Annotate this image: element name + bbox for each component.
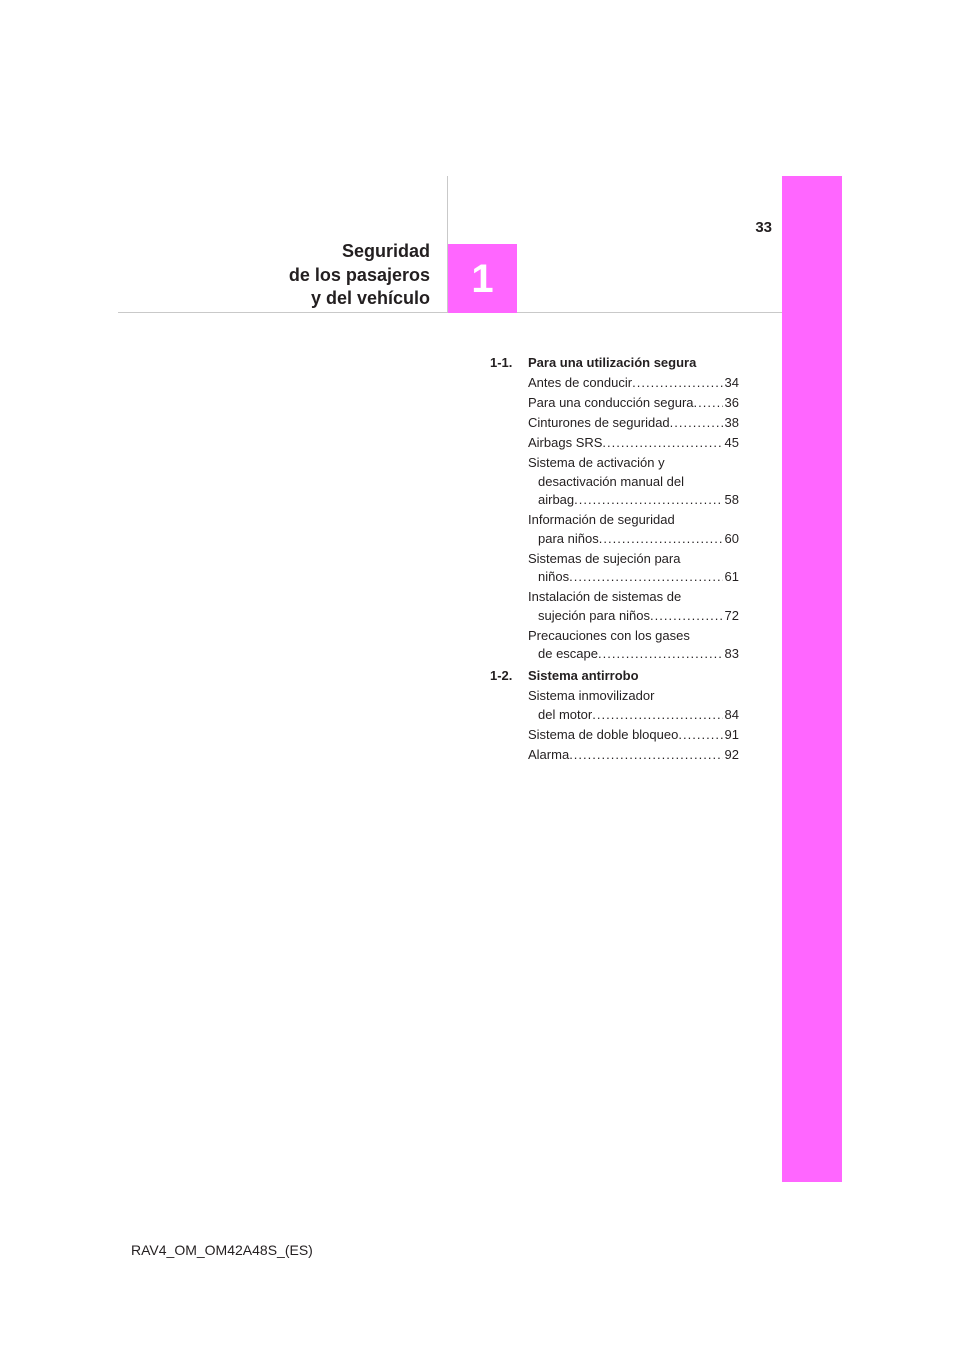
- toc-leader-dots: [670, 414, 723, 433]
- toc-entry[interactable]: [490, 726, 739, 745]
- toc-entry-text: sujeción para niños: [538, 607, 651, 623]
- toc-entry-leader-line: [528, 530, 739, 549]
- toc-entry-page: 61: [724, 569, 739, 585]
- table-of-contents: [490, 354, 739, 764]
- chapter-side-bar: [782, 176, 842, 1182]
- chapter-number: 1: [471, 256, 494, 301]
- toc-entry-text: desactivación manual del: [538, 473, 684, 489]
- toc-entry-page: 60: [724, 530, 739, 546]
- toc-leader-dots: [574, 491, 722, 510]
- toc-entry-page: 91: [724, 726, 739, 742]
- toc-leader-dots: [569, 746, 722, 765]
- toc-entry-page: 72: [724, 607, 739, 623]
- toc-entry[interactable]: [490, 374, 739, 393]
- toc-entry-leader-line: [528, 491, 739, 510]
- toc-entry-text: Información de seguridad: [528, 512, 675, 528]
- toc-leader-dots: [650, 607, 723, 626]
- section-title: [230, 240, 430, 311]
- toc-entry-leader-line: [528, 434, 739, 453]
- toc-leader-dots: [599, 530, 723, 549]
- toc-entry[interactable]: [490, 434, 739, 453]
- section-title-line: Seguridad: [341, 241, 430, 261]
- toc-entry-leader-line: [528, 607, 739, 626]
- toc-section-number: 1-2.: [490, 668, 513, 684]
- toc-entry-leader-line: [528, 726, 739, 745]
- toc-entry[interactable]: [490, 394, 739, 413]
- toc-entry[interactable]: [490, 588, 739, 625]
- toc-entry-text: Sistemas de sujeción para: [528, 550, 681, 566]
- toc-entry-text: Sistema inmovilizador: [528, 688, 655, 703]
- toc-section-title: Para una utilización segura: [528, 355, 697, 370]
- toc-entry-text: Alarma: [528, 746, 570, 762]
- toc-entry-text: Precauciones con los gases: [528, 627, 690, 643]
- toc-entry-text: Airbags SRS: [528, 434, 603, 450]
- section-title-line: de los pasajeros: [288, 264, 430, 285]
- toc-entry[interactable]: [490, 454, 739, 510]
- toc-entry-page: 34: [724, 374, 739, 390]
- toc-entry-text: Para una conducción segura: [528, 394, 694, 410]
- toc-section-title: Sistema antirrobo: [528, 668, 639, 684]
- toc-leader-dots: [602, 434, 722, 453]
- toc-entry[interactable]: [490, 414, 739, 433]
- toc-entry-text: Sistema de activación y: [528, 454, 665, 470]
- toc-entry-text: Instalación de sistemas de: [528, 589, 682, 605]
- toc-leader-dots: [569, 568, 722, 587]
- toc-entry-leader-line: [528, 746, 739, 765]
- footer-doc-code: RAV4_OM_OM42A48S_(ES): [131, 1242, 313, 1258]
- toc-leader-dots: [694, 394, 723, 413]
- toc-entry-page: 92: [724, 746, 739, 762]
- toc-entry-leader-line: [528, 706, 739, 725]
- toc-leader-dots: [632, 374, 722, 393]
- toc-entry-leader-line: [528, 394, 739, 413]
- toc-entry-text: para niños: [538, 530, 599, 546]
- toc-entry-page: 36: [724, 394, 739, 410]
- toc-entry-page: 84: [724, 706, 739, 722]
- toc-entry-text: niños: [538, 569, 570, 585]
- toc-entry-text: de escape: [538, 646, 598, 662]
- toc-leader-dots: [598, 645, 723, 664]
- toc-leader-dots: [678, 726, 722, 745]
- chapter-tab: [448, 244, 517, 313]
- toc-entry-page: 45: [724, 434, 739, 450]
- toc-entry-text: airbag: [538, 492, 575, 508]
- toc-entry-leader-line: [528, 645, 739, 664]
- toc-section-heading[interactable]: [490, 354, 739, 373]
- toc-entry[interactable]: [490, 627, 739, 664]
- toc-entry-page: 83: [724, 646, 739, 662]
- toc-entry-leader-line: [528, 374, 739, 393]
- toc-entry-text: Cinturones de seguridad: [528, 414, 670, 430]
- toc-section-heading[interactable]: [490, 667, 739, 686]
- toc-entry-text: Sistema de doble bloqueo: [528, 726, 679, 742]
- toc-entry-text: Antes de conducir: [528, 374, 633, 390]
- section-title-line: y del vehículo: [310, 288, 430, 308]
- toc-entry-leader-line: [528, 568, 739, 587]
- toc-entry[interactable]: [490, 746, 739, 765]
- toc-entry-text: del motor: [538, 706, 593, 722]
- toc-entry-page: 58: [724, 492, 739, 508]
- toc-entry-leader-line: [528, 414, 739, 433]
- toc-section-number: 1-1.: [490, 355, 513, 370]
- toc-entry[interactable]: [490, 511, 739, 548]
- toc-entry[interactable]: [490, 550, 739, 587]
- toc-leader-dots: [592, 706, 722, 725]
- page-number: 33: [755, 219, 772, 236]
- toc-entry-page: 38: [724, 414, 739, 430]
- toc-entry[interactable]: [490, 687, 739, 724]
